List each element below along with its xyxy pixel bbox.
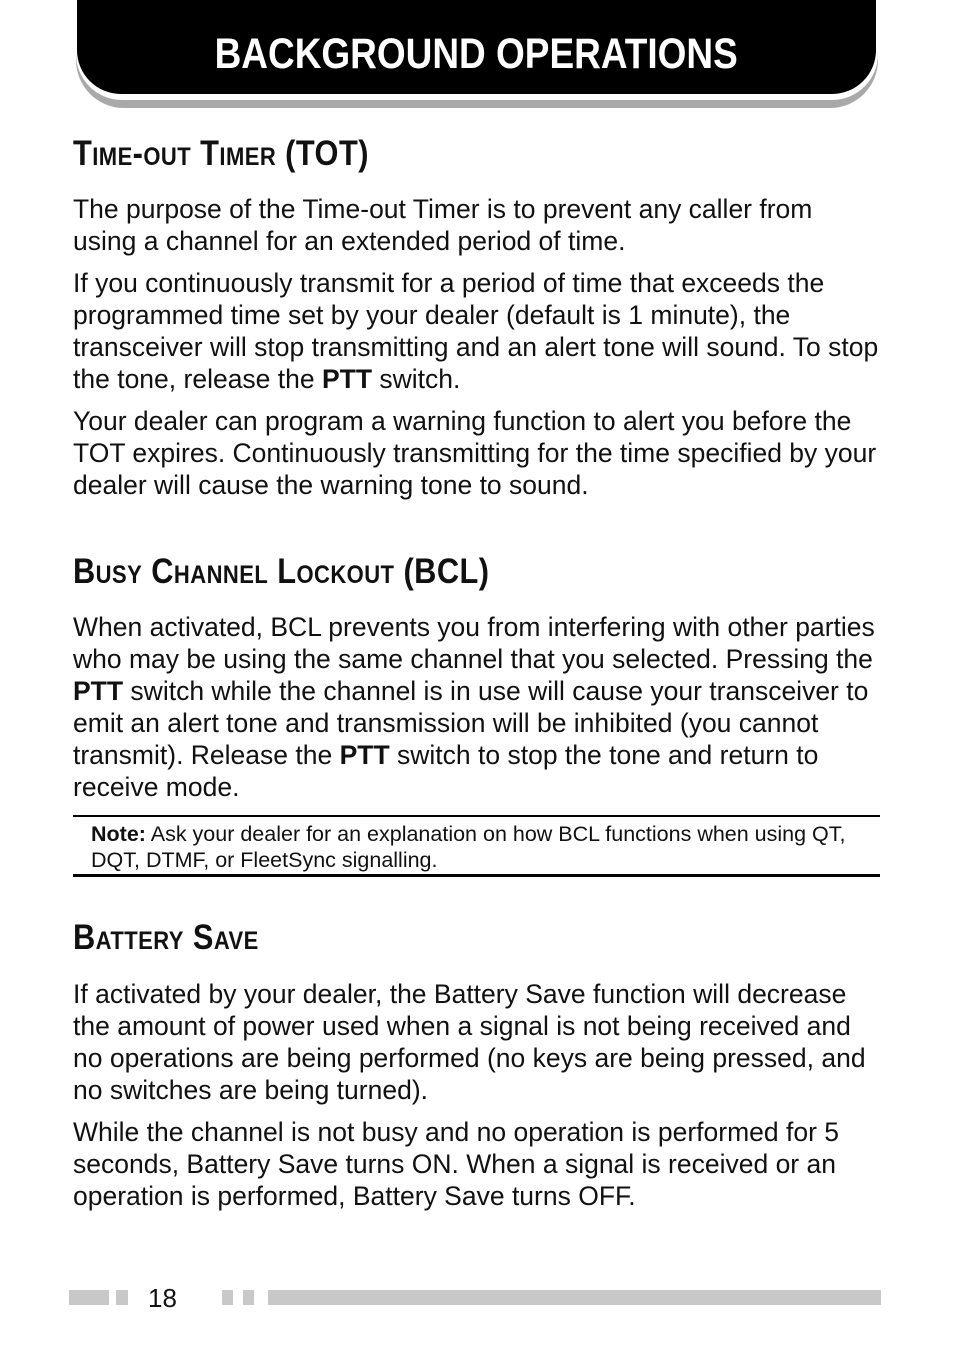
footer-decor-bar	[116, 1290, 128, 1305]
paragraph-text: If activated by your dealer, the Battery Save function will decrease the amount of power used when a signal is not being received and no operations are being performed (no keys are being pressed, and no switches are being turned).	[73, 979, 866, 1105]
paragraph	[73, 193, 883, 257]
section-body-tot	[73, 193, 883, 511]
page-title: BACKGROUND OPERATIONS	[214, 29, 739, 78]
section-title-text: Time-out Timer	[73, 134, 277, 173]
paragraph-text: switch.	[372, 364, 461, 394]
note-label: Note:	[91, 822, 146, 846]
paragraph	[73, 978, 883, 1106]
section-title-battery-save	[73, 918, 259, 958]
footer-decor-bar	[243, 1290, 254, 1305]
footer-decor-bar	[222, 1290, 233, 1305]
footer-decor-bar	[268, 1290, 881, 1305]
paragraph	[73, 405, 883, 501]
paragraph-text: When activated, BCL prevents you from interfering with other parties who may be using the same channel that you selected. Pressing the	[73, 612, 875, 674]
section-title-tot	[73, 134, 369, 174]
section-title-abbr: (BCL)	[403, 552, 490, 591]
section-body-battery-save	[73, 978, 883, 1222]
section-title-abbr: (TOT)	[285, 134, 369, 173]
paragraph	[73, 1116, 883, 1212]
paragraph-text: switch to stop the tone and return to receive mode.	[73, 740, 819, 802]
paragraph-text: Your dealer can program a warning function to alert you before the TOT expires. Continuously transmitting for the time specified by your dealer will cause the warning tone to sound.	[73, 406, 877, 500]
section-title-text: Battery Save	[73, 918, 259, 957]
paragraph-text: switch while the channel is in use will cause your transceiver to emit an alert tone and transmission will be inhibited (you cannot transmit). Release the	[73, 676, 869, 770]
page-number: 18	[148, 1283, 177, 1313]
section-title-text: Busy Channel Lockout	[73, 552, 395, 591]
header-banner	[77, 0, 876, 94]
paragraph	[73, 611, 883, 803]
ptt-key-label: PTT	[339, 740, 390, 770]
paragraph	[73, 267, 883, 395]
note-box	[73, 815, 880, 877]
paragraph-text: The purpose of the Time-out Timer is to prevent any caller from using a channel for an extended period of time.	[73, 194, 813, 256]
paragraph-text: If you continuously transmit for a period of time that exceeds the programmed time set by your dealer (default is 1 minute), the transceiver will stop transmitting and an alert tone will sound. To stop the tone, release the	[73, 268, 879, 394]
footer-decor-bar	[69, 1290, 109, 1305]
ptt-key-label: PTT	[73, 676, 124, 706]
note-text: Ask your dealer for an explanation on how BCL functions when using QT, DQT, DTMF, or FleetSync signalling.	[91, 822, 846, 872]
section-title-bcl	[73, 552, 489, 592]
section-body-bcl	[73, 611, 883, 813]
ptt-key-label: PTT	[321, 364, 373, 394]
paragraph-text: While the channel is not busy and no operation is performed for 5 seconds, Battery Save turns ON. When a signal is received or an operation is performed, Battery Save turns OFF.	[73, 1117, 840, 1211]
